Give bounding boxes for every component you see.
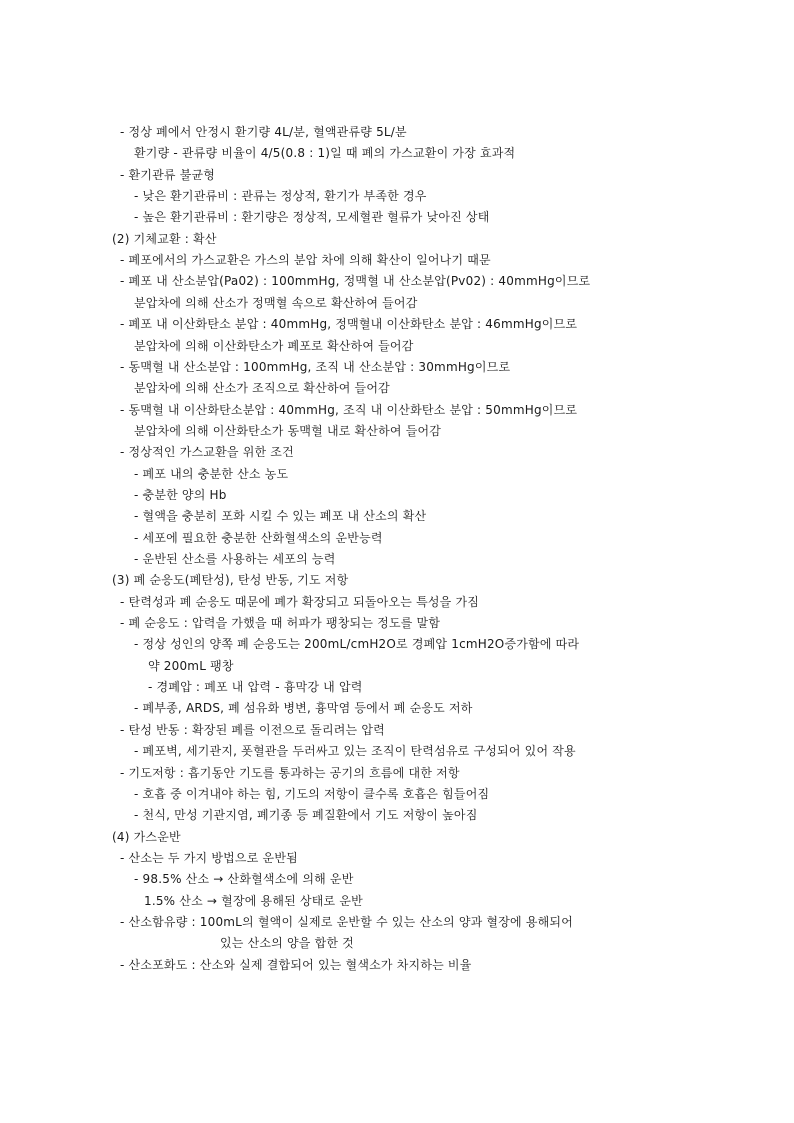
- section-heading: (2) 기체교환 : 확산: [112, 231, 217, 246]
- text-line: - 동맥혈 내 이산화탄소분압 : 40mmHg, 조직 내 이산화탄소 분압 : 50mmHg이므로: [120, 402, 578, 417]
- text-line: 분압차에 의해 산소가 정맥혈 속으로 확산하여 들어감: [134, 295, 418, 310]
- text-line: - 탄성 반동 : 확장된 폐를 이전으로 돌리려는 압력: [120, 722, 385, 737]
- text-line: - 정상 폐에서 안정시 환기량 4L/분, 혈액관류량 5L/분: [120, 125, 407, 139]
- text-line: - 정상적인 가스교환을 위한 조건: [120, 445, 294, 460]
- text-line: - 동맥혈 내 산소분압 : 100mmHg, 조직 내 산소분압 : 30mmHg이므로: [120, 359, 511, 374]
- text-line: - 호흡 중 이겨내야 하는 힘, 기도의 저항이 클수록 호흡은 힘들어짐: [134, 786, 490, 801]
- text-line: - 산소포화도 : 산소와 실제 결합되어 있는 혈색소가 차지하는 비율: [120, 957, 472, 972]
- text-line: - 경폐압 : 폐포 내 압력 - 흉막강 내 압력: [148, 680, 363, 695]
- text-line: 1.5% 산소 → 혈장에 용해된 상태로 운반: [144, 893, 363, 908]
- text-line: - 천식, 만성 기관지염, 폐기종 등 폐질환에서 기도 저항이 높아짐: [134, 808, 478, 823]
- text-line: - 폐포벽, 세기관지, 폿혈관을 두러싸고 있는 조직이 탄력섬유로 구성되어 있어 작용: [134, 744, 576, 759]
- section-heading: (4) 가스운반: [112, 829, 181, 844]
- text-line: - 산소는 두 가지 방법으로 운반됨: [120, 850, 298, 865]
- text-line: - 세포에 필요한 충분한 산화혈색소의 운반능력: [134, 530, 383, 545]
- text-line: - 폐부종, ARDS, 폐 섬유화 병변, 흉막염 등에서 폐 순응도 저하: [134, 701, 473, 716]
- text-line: - 환기관류 불균형: [120, 167, 216, 182]
- text-line: 있는 산소의 양을 합한 것: [220, 936, 354, 951]
- text-line: 분압차에 의해 이산화탄소가 동맥혈 내로 확산하여 들어감: [134, 423, 442, 438]
- text-line: - 폐포 내의 충분한 산소 농도: [134, 466, 289, 481]
- text-line: - 98.5% 산소 → 산화혈색소에 의해 운반: [134, 872, 354, 887]
- text-line: 분압차에 의해 산소가 조직으로 확산하여 들어감: [134, 381, 390, 396]
- text-line: - 탄력성과 폐 순응도 때문에 폐가 확장되고 되돌아오는 특성을 가짐: [120, 594, 480, 609]
- text-line: - 폐 순응도 : 압력을 가했을 때 허파가 팽창되는 정도를 말함: [120, 616, 441, 631]
- text-line: - 혈액을 충분히 포화 시킬 수 있는 폐포 내 산소의 확산: [134, 509, 427, 524]
- text-line: 분압차에 의해 이산화탄소가 폐포로 확산하여 들어감: [134, 338, 414, 353]
- text-line: - 기도저항 : 흡기동안 기도를 통과하는 공기의 흐름에 대한 저항: [120, 765, 460, 780]
- text-line: 환기량 - 관류량 비율이 4/5(0.8 : 1)일 때 폐의 가스교환이 가장 효과적: [134, 146, 516, 161]
- text-line: - 폐포 내 산소분압(Pa02) : 100mmHg, 정맥혈 내 산소분압(Pv02) : 40mmHg이므로: [120, 274, 591, 289]
- section-heading: (3) 폐 순응도(폐탄성), 탄성 반동, 기도 저항: [112, 573, 349, 588]
- text-line: - 높은 환기관류비 : 환기량은 정상적, 모세혈관 혈류가 낮아진 상태: [134, 210, 490, 225]
- text-line: - 폐포 내 이산화탄소 분압 : 40mmHg, 정맥혈내 이산화탄소 분압 : 46mmHg이므로: [120, 317, 578, 332]
- text-line: - 산소함유량 : 100mL의 혈액이 실제로 운반할 수 있는 산소의 양과 혈장에 용해되어: [120, 914, 573, 929]
- text-line: - 운반된 산소를 사용하는 세포의 능력: [134, 552, 336, 566]
- text-line: 약 200mL 팽창: [148, 658, 234, 673]
- text-line: - 충분한 양의 Hb: [134, 487, 227, 502]
- text-line: - 폐포에서의 가스교환은 가스의 분압 차에 의해 확산이 일어나기 때문: [120, 253, 491, 268]
- text-line: - 낮은 환기관류비 : 관류는 정상적, 환기가 부족한 경우: [134, 189, 427, 204]
- text-line: - 정상 성인의 양쪽 폐 순응도는 200mL/cmH2O로 경폐압 1cmH2O증가함에 따라: [134, 637, 580, 652]
